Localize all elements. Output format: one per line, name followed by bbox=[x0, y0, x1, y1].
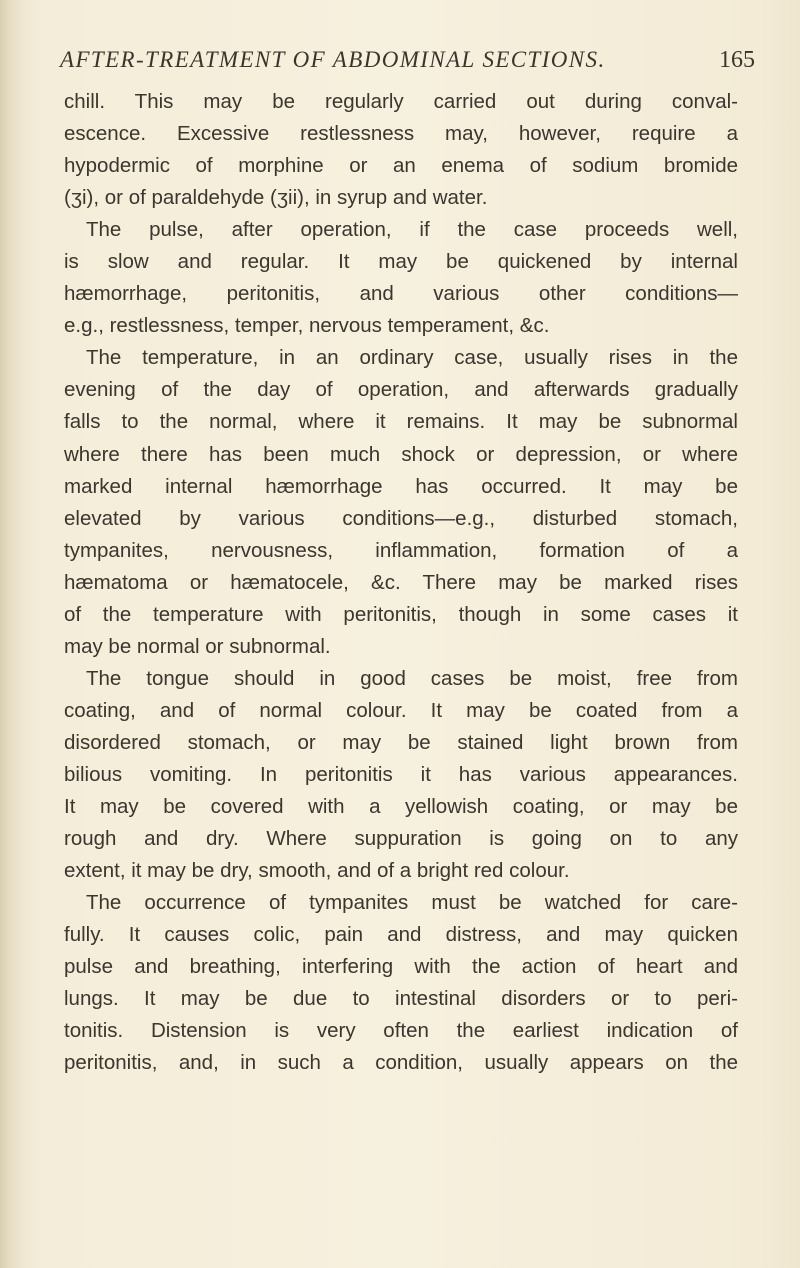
text-line: pulse and breathing, interfering with the action of heart and bbox=[64, 955, 738, 979]
text-line: is slow and regular. It may be quickened by internal bbox=[64, 250, 738, 274]
text-line: hæmatoma or hæmatocele, &c. There may be marked rises bbox=[64, 570, 738, 594]
text-line: elevated by various conditions—e.g., disturbed stomach, bbox=[64, 506, 738, 530]
text-line: bilious vomiting. In peritonitis it has various appearances. bbox=[64, 762, 738, 786]
running-title: AFTER-TREATMENT OF ABDOMINAL SECTIONS. bbox=[60, 47, 606, 72]
text-line: The temperature, in an ordinary case, usually rises in the bbox=[86, 346, 738, 370]
running-head bbox=[60, 47, 760, 83]
text-line: lungs. It may be due to intestinal disorders or to peri- bbox=[64, 987, 738, 1011]
text-line: The occurrence of tympanites must be watched for care- bbox=[86, 891, 738, 915]
text-line: extent, it may be dry, smooth, and of a bright red colour. bbox=[64, 859, 570, 883]
page-number: 165 bbox=[719, 47, 755, 73]
text-line: (ʒi), or of paraldehyde (ʒii), in syrup and water. bbox=[64, 186, 488, 210]
text-line: hæmorrhage, peritonitis, and various other conditions— bbox=[64, 282, 738, 306]
text-line: The tongue should in good cases be moist, free from bbox=[86, 666, 738, 690]
text-line: rough and dry. Where suppuration is going on to any bbox=[64, 827, 738, 851]
text-line: disordered stomach, or may be stained light brown from bbox=[64, 730, 738, 754]
text-line: fully. It causes colic, pain and distress, and may quicken bbox=[64, 923, 738, 947]
text-line: tonitis. Distension is very often the earliest indication of bbox=[64, 1019, 738, 1043]
text-line: hypodermic of morphine or an enema of sodium bromide bbox=[64, 154, 738, 178]
text-line: marked internal hæmorrhage has occurred. It may be bbox=[64, 474, 738, 498]
text-line: The pulse, after operation, if the case proceeds well, bbox=[86, 218, 738, 242]
body-text bbox=[64, 86, 738, 1079]
page-gutter-shadow bbox=[0, 0, 22, 1268]
text-line: where there has been much shock or depression, or where bbox=[64, 442, 738, 466]
text-line: tympanites, nervousness, inflammation, formation of a bbox=[64, 538, 738, 562]
text-line: escence. Excessive restlessness may, however, require a bbox=[64, 122, 738, 146]
text-line: falls to the normal, where it remains. It may be subnormal bbox=[64, 410, 738, 434]
text-line: may be normal or subnormal. bbox=[64, 634, 331, 658]
text-line: peritonitis, and, in such a condition, usually appears on the bbox=[64, 1051, 738, 1075]
text-line: chill. This may be regularly carried out during conval- bbox=[64, 90, 738, 113]
text-line: coating, and of normal colour. It may be coated from a bbox=[64, 698, 738, 722]
text-line: e.g., restlessness, temper, nervous temperament, &c. bbox=[64, 314, 550, 338]
text-line: of the temperature with peritonitis, though in some cases it bbox=[64, 602, 738, 626]
text-line: evening of the day of operation, and afterwards gradually bbox=[64, 378, 738, 402]
text-line: It may be covered with a yellowish coating, or may be bbox=[64, 795, 738, 819]
